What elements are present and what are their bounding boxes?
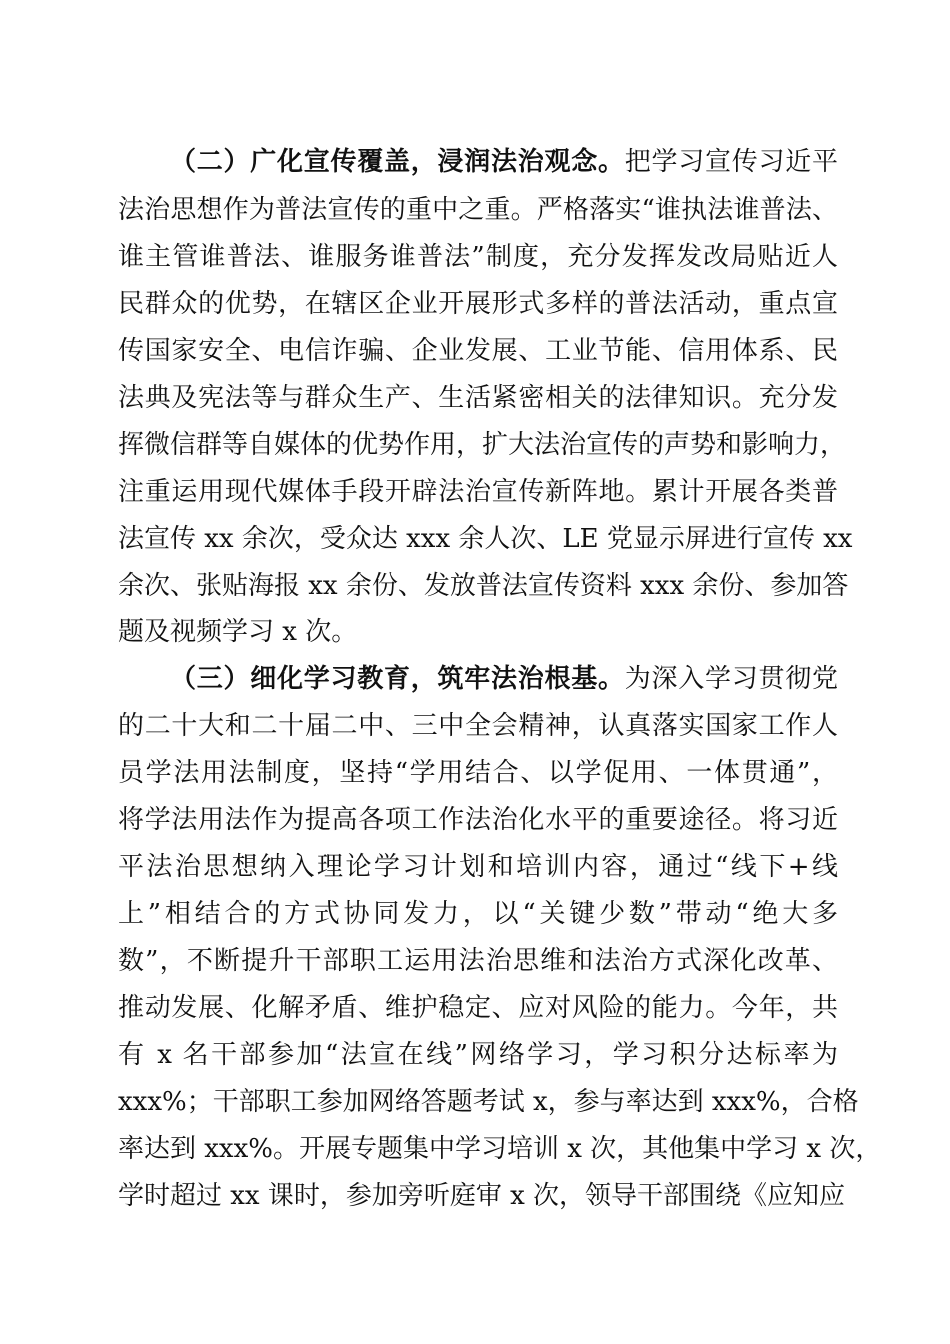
section3-line-4: 将学法用法作为提高各项工作法治化水平的重要途径。将习近 [118,805,838,835]
section2-line-9: 法宣传 xx 余次，受众达 xxx 余人次、LE 党显示屏进行宣传 xx [118,524,853,554]
section3-line-10: xxx%；干部职工参加网络答题考试 x，参与率达到 xxx%，合格 [118,1087,859,1117]
section2-line-10: 余次、张贴海报 xx 余份、发放普法宣传资料 xxx 余份、参加答 [118,571,849,601]
section3-line-12: 学时超过 xx 课时，参加旁听庭审 x 次，领导干部围绕《应知应 [118,1181,846,1211]
section3-line-11: 率达到 xxx%。开展专题集中学习培训 x 次，其他集中学习 x 次， [118,1134,882,1164]
section3-line-2: 的二十大和二十届二中、三中全会精神，认真落实国家工作人 [118,711,838,741]
section3-line-9: 有 x 名干部参加“法宣在线”网络学习，学习积分达标率为 [118,1040,838,1070]
section2-line-8: 注重运用现代媒体手段开辟法治宣传新阵地。累计开展各类普 [118,477,838,507]
section3-line-1 [170,659,838,699]
section2-heading: （二）广化宣传覆盖，浸润法治观念。 [170,147,625,177]
section3-line-3: 员学法用法制度，坚持“学用结合、以学促用、一体贯通”， [118,758,838,788]
section2-line-5: 传国家安全、电信诈骗、企业发展、工业节能、信用体系、民 [118,336,838,366]
section2-line-4: 民群众的优势，在辖区企业开展形式多样的普法活动，重点宣 [118,289,838,319]
section2-line-11: 题及视频学习 x 次。 [118,617,358,647]
section3-line-8: 推动发展、化解矛盾、维护稳定、应对风险的能力。今年，共 [118,993,838,1023]
section2-line-1 [170,142,838,182]
section3-heading: （三）细化学习教育，筑牢法治根基。 [170,664,625,694]
section2-line-2: 法治思想作为普法宣传的重中之重。严格落实“谁执法谁普法、 [118,195,838,225]
section3-line-7: 数”，不断提升干部职工运用法治思维和法治方式深化改革、 [118,946,838,976]
section3-text-1: 为深入学习贯彻党 [624,664,838,694]
section3-line-5: 平法治思想纳入理论学习计划和培训内容，通过“线下+线 [118,852,838,882]
section2-text-1: 把学习宣传习近平 [624,147,838,177]
section2-line-7: 挥微信群等自媒体的优势作用，扩大法治宣传的声势和影响力， [118,430,847,460]
section2-line-6: 法典及宪法等与群众生产、生活紧密相关的法律知识。充分发 [118,383,838,413]
section3-line-6: 上”相结合的方式协同发力，以“关键少数”带动“绝大多 [118,899,838,929]
section2-line-3: 谁主管谁普法、谁服务谁普法”制度，充分发挥发改局贴近人 [118,242,838,272]
